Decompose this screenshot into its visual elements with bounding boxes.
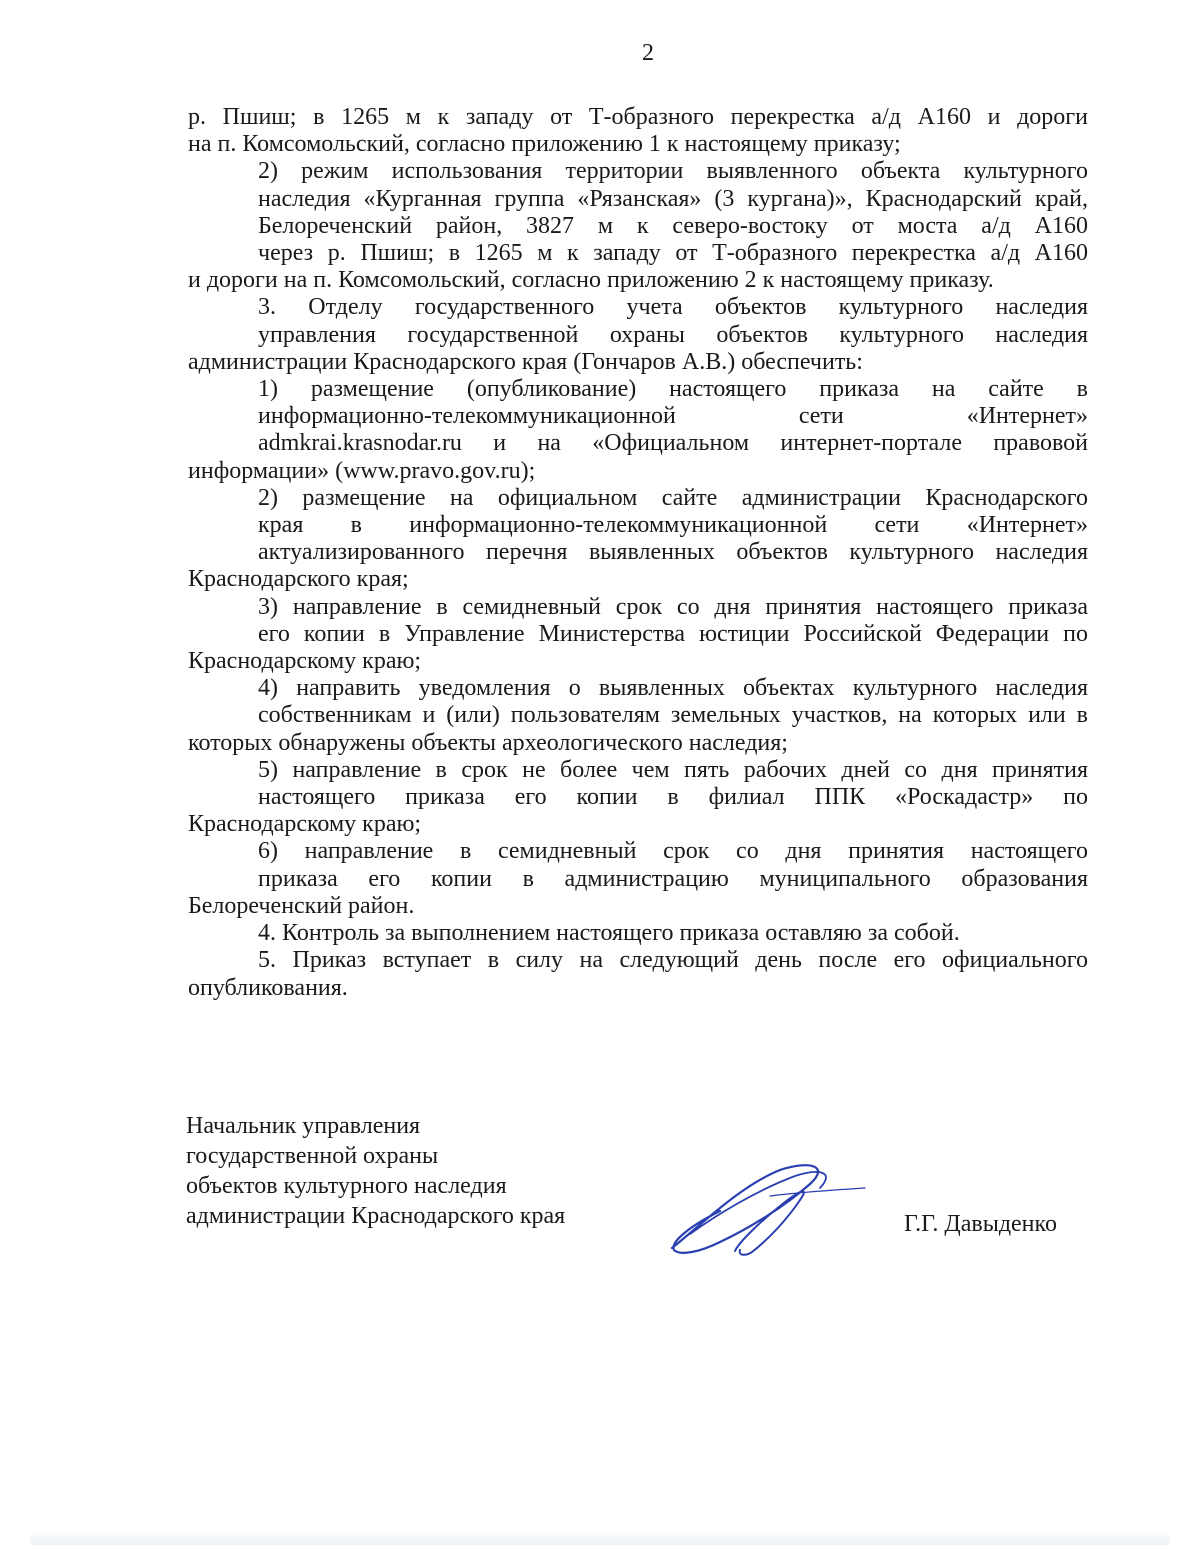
paragraph-item-3-3 — [188, 594, 1088, 676]
signature-stroke — [770, 1188, 865, 1196]
paragraph-regime-item-2 — [188, 158, 1088, 294]
signature-stroke — [735, 1191, 804, 1254]
text-line: 6) направление в семидневный срок со дня принятия настоящего — [258, 838, 1088, 865]
text-line: опубликования. — [188, 974, 348, 1001]
handwritten-signature — [660, 1156, 870, 1261]
paragraph-item-3-1 — [188, 376, 1088, 485]
text-line: края в информационно-телекоммуникационной сети «Интернет» — [258, 512, 1088, 539]
text-line: и дороги на п. Комсомольский, согласно приложению 2 к настоящему приказу. — [188, 267, 994, 294]
text-line: на п. Комсомольский, согласно приложению 1 к настоящему приказу; — [188, 131, 901, 158]
paragraph-item-3-5 — [188, 757, 1088, 839]
text-line: Краснодарскому краю; — [188, 811, 422, 838]
text-line: 2) размещение на официальном сайте администрации Краснодарского — [258, 484, 1088, 511]
signatory-position — [186, 1111, 565, 1231]
text-line: приказа его копии в администрацию муниципального образования — [258, 865, 1088, 892]
text-line: р. Пшиш; в 1265 м к западу от Т-образного перекрестка а/д А160 и дороги — [188, 104, 1088, 130]
text-line: Краснодарского края; — [188, 566, 409, 593]
paragraph-item-3-2 — [188, 485, 1088, 594]
text-line: актуализированного перечня выявленных объектов культурного наследия — [258, 539, 1088, 566]
paragraph-continuation — [188, 104, 1088, 158]
text-line: информации» (www.pravo.gov.ru); — [188, 457, 536, 484]
paragraph-item-3-4 — [188, 675, 1088, 757]
text-line: настоящего приказа его копии в филиал ППК «Роскадастр» по — [258, 784, 1088, 811]
position-line: администрации Краснодарского края — [186, 1203, 566, 1229]
text-line: наследия «Курганная группа «Рязанская» (3 кургана)», Краснодарский край, — [258, 185, 1088, 212]
text-line: информационно-телекоммуникационной сети «Интернет» — [258, 403, 1088, 430]
text-line: 4. Контроль за выполнением настоящего приказа оставляю за собой. — [258, 920, 960, 947]
position-line: государственной охраны — [186, 1143, 439, 1169]
text-line: администрации Краснодарского края (Гончаров А.В.) обеспечить: — [188, 348, 863, 375]
position-line: Начальник управления — [186, 1113, 421, 1139]
paragraph-section-3 — [188, 294, 1088, 376]
text-line: 3. Отделу государственного учета объектов культурного наследия — [258, 294, 1088, 321]
text-line: собственникам и (или) пользователям земельных участков, на которых или в — [258, 702, 1088, 729]
paragraph-section-5 — [188, 947, 1088, 1001]
document-body — [188, 104, 1088, 1002]
text-line: Белореченский район, 3827 м к северо-востоку от моста а/д А160 — [258, 212, 1088, 239]
text-line: Белореченский район. — [188, 892, 415, 919]
text-line: его копии в Управление Министерства юстиции Российской Федерации по — [258, 620, 1088, 647]
text-line: 1) размещение (опубликование) настоящего приказа на сайте в — [258, 376, 1088, 403]
text-line: 5) направление в срок не более чем пять рабочих дней со дня принятия — [258, 756, 1088, 783]
signatory-name: Г.Г. Давыденко — [904, 1211, 1057, 1237]
text-line: которых обнаружены объекты археологического наследия; — [188, 729, 788, 756]
paragraph-item-3-6 — [188, 838, 1088, 920]
text-line: 3) направление в семидневный срок со дня принятия настоящего приказа — [258, 593, 1088, 620]
signature-stroke — [672, 1165, 818, 1253]
text-line: Краснодарскому краю; — [188, 648, 422, 675]
scan-edge-shade — [30, 1531, 1170, 1545]
text-line: 5. Приказ вступает в силу на следующий день после его официального — [258, 947, 1088, 974]
text-line: 2) режим использования территории выявленного объекта культурного — [258, 158, 1088, 185]
paragraph-section-4 — [188, 920, 1088, 947]
position-line: объектов культурного наследия — [186, 1173, 507, 1199]
text-line: через р. Пшиш; в 1265 м к западу от Т-образного перекрестка а/д А160 — [258, 240, 1088, 267]
text-line: управления государственной охраны объектов культурного наследия — [258, 321, 1088, 348]
page-number: 2 — [642, 40, 654, 66]
text-line: admkrai.krasnodar.ru и на «Официальном интернет-портале правовой — [258, 430, 1088, 457]
text-line: 4) направить уведомления о выявленных объектах культурного наследия — [258, 675, 1088, 702]
